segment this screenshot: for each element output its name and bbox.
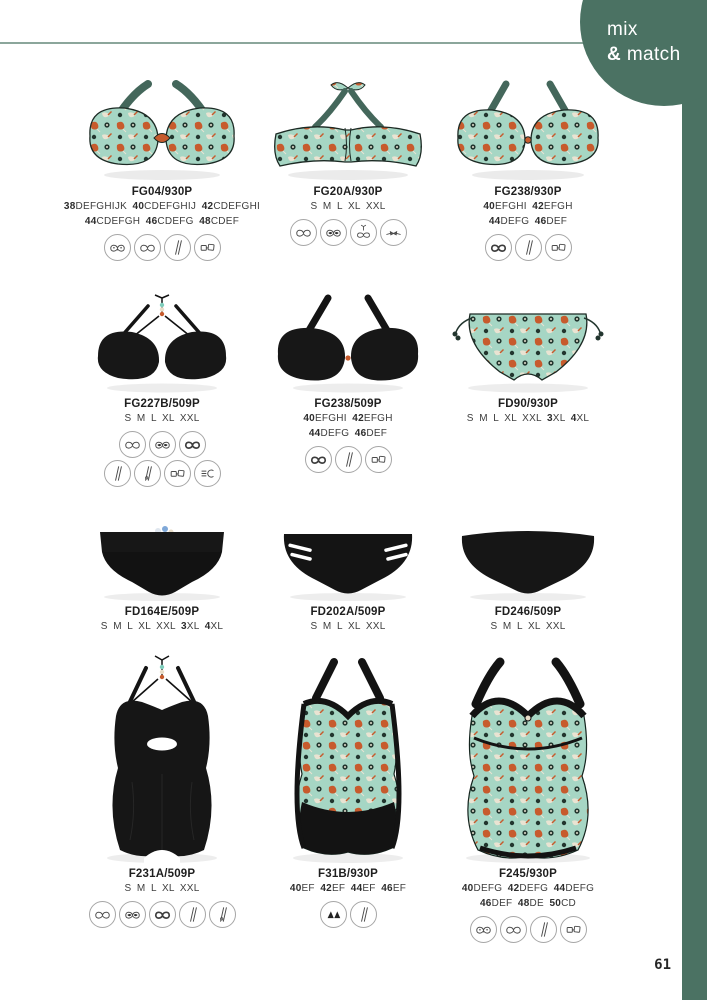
right-edge-bar [682,0,707,1000]
product-card [62,292,262,487]
product-sizes: 44DEFG 46DEF [308,428,388,439]
fastener-icon [545,234,572,261]
product-code: F231A/509P [128,868,196,880]
product-code: FD246/509P [494,606,562,618]
padded-triangle-icon [320,901,347,928]
product-image [62,652,262,864]
product-card [428,652,628,943]
bra-outline-icon [134,234,161,261]
product-image [428,292,628,394]
product-card [248,520,448,633]
product-code: FD90/930P [498,398,558,410]
top-rule [0,42,584,44]
product-sizes: S M L XL XXL 3XL 4XL [100,621,224,632]
halter-icon [350,219,377,246]
care-icons [248,219,448,246]
product-sizes: 46DEF 48DE 50CD [479,898,577,909]
bra-solid-icon [149,901,176,928]
product-code: FD202A/509P [310,606,386,618]
product-sizes: 44CDEFGH 46CDEFG 48CDEF [84,216,240,227]
product-sizes: 40EFGHI 42EFGH [303,413,393,424]
mix-match-label [607,17,681,67]
strap-hook-icon [209,901,236,928]
bra-print-icon [470,916,497,943]
product-image [248,292,448,394]
product-sizes: 40EF 42EF 44EF 46EF [289,883,407,894]
product-image [428,520,628,602]
care-icons [62,901,262,928]
care-icons [62,460,262,487]
product-code: FG20A/930P [313,186,383,198]
product-sizes: S M L XL XXL [310,201,386,212]
product-card [428,520,628,633]
product-code: FG227B/509P [124,398,200,410]
product-sizes: 38DEFGHIJK 40CDEFGHIJ 42CDEFGHI [63,201,261,212]
bra-padded-icon [320,219,347,246]
product-card [428,292,628,425]
bra-padded-icon [119,901,146,928]
page-number: 61 [654,957,671,973]
product-code: FG04/930P [131,186,193,198]
badge-line2: match [626,44,681,66]
care-icons [428,234,628,261]
bra-outline-icon [290,219,317,246]
fastener-icon [560,916,587,943]
product-sizes: S M L XL XXL 3XL 4XL [466,413,590,424]
product-image [62,292,262,394]
strap-icon [530,916,557,943]
product-code: F31B/930P [318,868,378,880]
bra-outline-icon [89,901,116,928]
product-image [62,520,262,602]
bra-outline-icon [119,431,146,458]
fastener-icon [365,446,392,473]
product-code: F245/930P [498,868,558,880]
care-icons [248,446,448,473]
product-image [428,652,628,864]
care-icons [62,431,262,458]
bra-padded-icon [149,431,176,458]
strap-icon [335,446,362,473]
product-card [62,520,262,633]
product-sizes: 44DEFG 46DEF [488,216,568,227]
fastener-icon [164,460,191,487]
strap-icon [164,234,191,261]
strap-icon [350,901,377,928]
product-card [62,76,262,261]
product-code: FD164E/509P [124,606,200,618]
product-sizes: S M L XL XXL [490,621,566,632]
strap-icon [179,901,206,928]
fastener-icon [194,234,221,261]
product-card [248,652,448,928]
badge-line1: mix [607,19,638,40]
product-card [248,292,448,473]
bra-print-icon [104,234,131,261]
bra-solid-icon [485,234,512,261]
product-sizes: 40DEFG 42DEFG 44DEFG [461,883,595,894]
strap-icon [515,234,542,261]
product-image [62,76,262,182]
product-card [428,76,628,261]
bra-solid-icon [305,446,332,473]
product-code: FG238/509P [314,398,382,410]
care-icons [248,901,448,928]
product-card [62,652,262,928]
bra-outline-icon [500,916,527,943]
product-image [428,76,628,182]
product-image [248,76,448,182]
product-code: FG238/930P [494,186,562,198]
bra-solid-icon [179,431,206,458]
care-icons [428,916,628,943]
strap-hook-icon [134,460,161,487]
care-icons [62,234,262,261]
product-card [248,76,448,246]
product-image [248,652,448,864]
badge-ampersand: & [607,44,622,66]
product-sizes: S M L XL XXL [124,883,200,894]
product-sizes: S M L XL XXL [124,413,200,424]
product-sizes: S M L XL XXL [310,621,386,632]
bandeau-icon [380,219,407,246]
strap-icon [104,460,131,487]
product-sizes: 40EFGHI 42EFGH [483,201,573,212]
hook-eye-icon [194,460,221,487]
product-image [248,520,448,602]
